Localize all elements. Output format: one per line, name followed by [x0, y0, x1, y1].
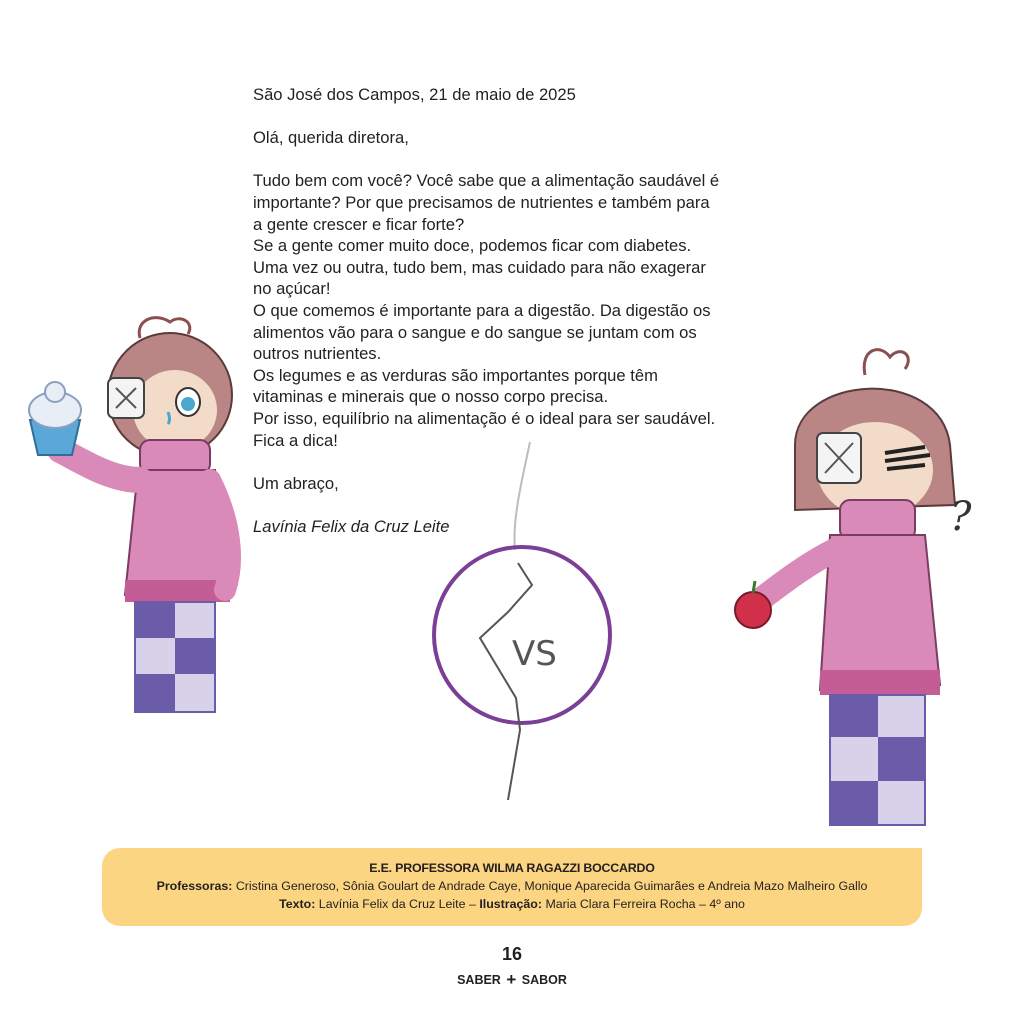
- letter: [253, 84, 793, 537]
- letter-line: vitaminas e minerais que o nosso corpo precisa.: [253, 387, 609, 407]
- letter-line: importante? Por que precisamos de nutrientes e também para: [253, 192, 710, 212]
- teachers-names: Cristina Generoso, Sônia Goulart de Andrade Caye, Monique Aparecida Guimarães e Andreia Mazo Malheiro Gallo: [235, 879, 868, 893]
- grade: 4º ano: [709, 897, 745, 911]
- credits-box: [102, 848, 922, 926]
- letter-line: Se a gente comer muito doce, podemos ficar com diabetes.: [253, 236, 692, 256]
- letter-line: a gente crescer e ficar forte?: [253, 214, 465, 234]
- letter-closing: Um abraço,: [253, 473, 339, 493]
- letter-line: Os legumes e as verduras são importantes porque têm: [253, 365, 658, 385]
- text-label: Texto:: [279, 897, 316, 911]
- letter-signature: Lavínia Felix da Cruz Leite: [253, 516, 450, 536]
- letter-greeting: Olá, querida diretora,: [253, 128, 409, 148]
- separator: –: [468, 897, 476, 911]
- brand-plus: +: [506, 970, 517, 989]
- page-number: 16: [501, 944, 523, 964]
- left-character-drawing: [20, 300, 250, 730]
- letter-line: Tudo bem com você? Você sabe que a alimentação saudável é: [253, 171, 720, 191]
- brand-saber: SABER: [457, 973, 501, 987]
- apple: [735, 592, 771, 628]
- letter-line: alimentos vão para o sangue e do sangue se juntam com os: [253, 322, 697, 342]
- text-author: Lavínia Felix da Cruz Leite: [318, 897, 466, 911]
- brand-sabor: SABOR: [521, 973, 567, 987]
- teachers-line: [102, 877, 922, 895]
- teachers-label: Professoras:: [156, 879, 233, 893]
- illustrator-name: Maria Clara Ferreira Rocha: [545, 897, 696, 911]
- publication-brand: [0, 970, 1024, 990]
- illustration-label: Ilustração:: [479, 897, 542, 911]
- letter-place-date: São José dos Campos, 21 de maio de 2025: [253, 85, 576, 104]
- separator: –: [699, 897, 706, 911]
- letter-line: Uma vez ou outra, tudo bem, mas cuidado para não exagerar: [253, 257, 706, 277]
- letter-line: no açúcar!: [253, 279, 331, 299]
- authors-line: [102, 895, 922, 913]
- school-name: E.E. PROFESSORA WILMA RAGAZZI BOCCARDO: [369, 861, 655, 875]
- letter-body: [253, 170, 793, 451]
- letter-line: outros nutrientes.: [253, 344, 382, 364]
- letter-line: Fica a dica!: [253, 430, 338, 450]
- letter-line: Por isso, equilíbrio na alimentação é o ideal para ser saudável.: [253, 408, 716, 428]
- letter-line: O que comemos é importante para a digestão. Da digestão os: [253, 300, 711, 320]
- vs-label: VS: [512, 634, 557, 674]
- question-mark: ?: [950, 494, 972, 540]
